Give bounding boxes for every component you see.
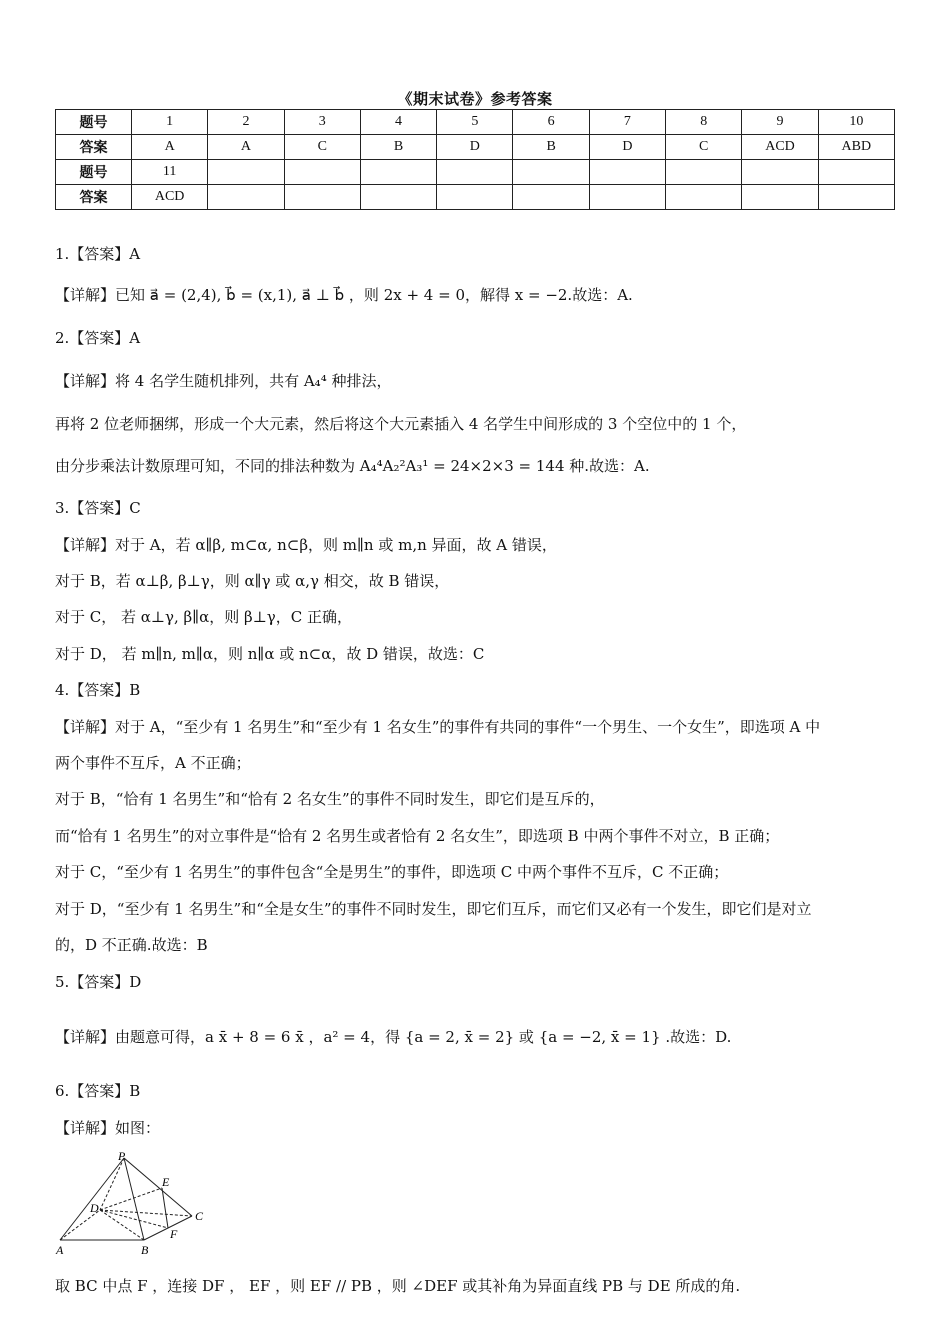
pyramid-figure [52,1150,222,1260]
table-row [56,185,895,210]
table-cell [818,185,894,210]
table-cell [589,160,665,185]
table-cell: B [360,135,436,160]
table-cell [666,160,742,185]
row-header: 答案 [56,135,132,160]
answer-heading-6: 6.【答案】B [55,1082,141,1100]
answer-table [55,109,895,210]
point-label: P [118,1150,126,1163]
table-cell: ABD [818,135,894,160]
table-cell: 10 [818,110,894,135]
detail-line: 对于 D， 若 m∥n, m∥α，则 n∥α 或 n⊂α，故 D 错误，故选：C [55,645,485,663]
table-cell: 1 [132,110,208,135]
table-cell [589,185,665,210]
answer-heading-3: 3.【答案】C [55,499,141,517]
table-row [56,135,895,160]
table-cell [437,185,513,210]
detail-line: 取 BC 中点 F ，连接 DF ， EF ，则 EF // PB ，则 ∠DEF 或其补角为异面直线 PB 与 DE 所成的角. [55,1277,741,1295]
table-cell: 5 [437,110,513,135]
table-cell [513,160,589,185]
detail-line: 【详解】如图： [55,1119,161,1137]
point-label: D [90,1201,99,1215]
answer-heading-5: 5.【答案】D [55,973,142,991]
detail-line: 【详解】已知 a⃗ = (2,4), b⃗ = (x,1), a⃗ ⊥ b⃗ ，则 2x + 4 = 0，解得 x = −2.故选：A. [55,286,633,304]
point-label: F [170,1227,178,1241]
table-cell [818,160,894,185]
table-cell: 6 [513,110,589,135]
table-cell: D [589,135,665,160]
table-cell [360,185,436,210]
answer-heading-4: 4.【答案】B [55,681,141,699]
row-header: 答案 [56,185,132,210]
table-cell: 2 [208,110,284,135]
table-cell: 11 [132,160,208,185]
table-cell [284,185,360,210]
point-label: B [141,1243,149,1257]
table-cell [284,160,360,185]
answer-heading-1: 1.【答案】A [55,245,141,263]
detail-line: 对于 D，“至少有 1 名男生”和“全是女生”的事件不同时发生，即它们互斥，而它们又必有一个发生，即它们是对立 [55,900,812,918]
detail-line: 对于 C，“至少有 1 名男生”的事件包含“全是男生”的事件，即选项 C 中两个事件不互斥，C 不正确； [55,863,729,881]
table-row [56,110,895,135]
table-cell [666,185,742,210]
row-header: 题号 [56,110,132,135]
detail-line: 两个事件不互斥，A 不正确； [55,754,251,772]
table-cell [742,160,818,185]
page-title: 《期末试卷》参考答案 [397,90,553,108]
detail-line: 而“恰有 1 名男生”的对立事件是“恰有 2 名男生或者恰有 2 名女生”，即选项 B 中两个事件不对立，B 正确； [55,827,780,845]
table-cell [208,185,284,210]
table-cell: C [284,135,360,160]
table-cell: ACD [742,135,818,160]
point-label: C [195,1209,204,1223]
table-cell: 3 [284,110,360,135]
table-cell [208,160,284,185]
detail-line: 【详解】由题意可得，a x̄ + 8 = 6 x̄ ，a² = 4，得 {a = 2, x̄ = 2} 或 {a = −2, x̄ = 1} .故选：D. [55,1028,732,1046]
table-cell [513,185,589,210]
table-cell: A [208,135,284,160]
detail-line: 【详解】对于 A，“至少有 1 名男生”和“至少有 1 名女生”的事件有共同的事件“一个男生、一个女生”，即选项 A 中 [55,718,821,736]
table-cell: 4 [360,110,436,135]
table-cell: C [666,135,742,160]
detail-line: 由分步乘法计数原理可知，不同的排法种数为 A₄⁴A₂²A₃¹ = 24×2×3 = 144 种.故选：A. [55,457,650,475]
detail-line: 对于 B，若 α⊥β, β⊥γ，则 α∥γ 或 α,γ 相交，故 B 错误， [55,572,450,590]
table-cell: ACD [132,185,208,210]
answer-heading-2: 2.【答案】A [55,329,141,347]
detail-line: 的，D 不正确.故选：B [55,936,208,954]
detail-line: 再将 2 位老师捆绑，形成一个大元素，然后将这个大元素插入 4 名学生中间形成的 3 个空位中的 1 个， [55,415,747,433]
table-cell: 8 [666,110,742,135]
table-cell: 7 [589,110,665,135]
table-cell: D [437,135,513,160]
detail-line: 对于 C， 若 α⊥γ, β∥α，则 β⊥γ，C 正确， [55,608,353,626]
point-label: E [162,1175,170,1189]
detail-line: 【详解】将 4 名学生随机排列，共有 A₄⁴ 种排法， [55,372,392,390]
table-cell [360,160,436,185]
table-row [56,160,895,185]
table-cell: 9 [742,110,818,135]
table-cell [742,185,818,210]
table-cell: B [513,135,589,160]
table-cell [437,160,513,185]
detail-line: 对于 B，“恰有 1 名男生”和“恰有 2 名女生”的事件不同时发生，即它们是互斥的， [55,790,605,808]
detail-line: 【详解】对于 A，若 α∥β, m⊂α, n⊂β，则 m∥n 或 m,n 异面，故 A 错误， [55,536,557,554]
point-label: A [56,1243,64,1257]
row-header: 题号 [56,160,132,185]
table-cell: A [132,135,208,160]
